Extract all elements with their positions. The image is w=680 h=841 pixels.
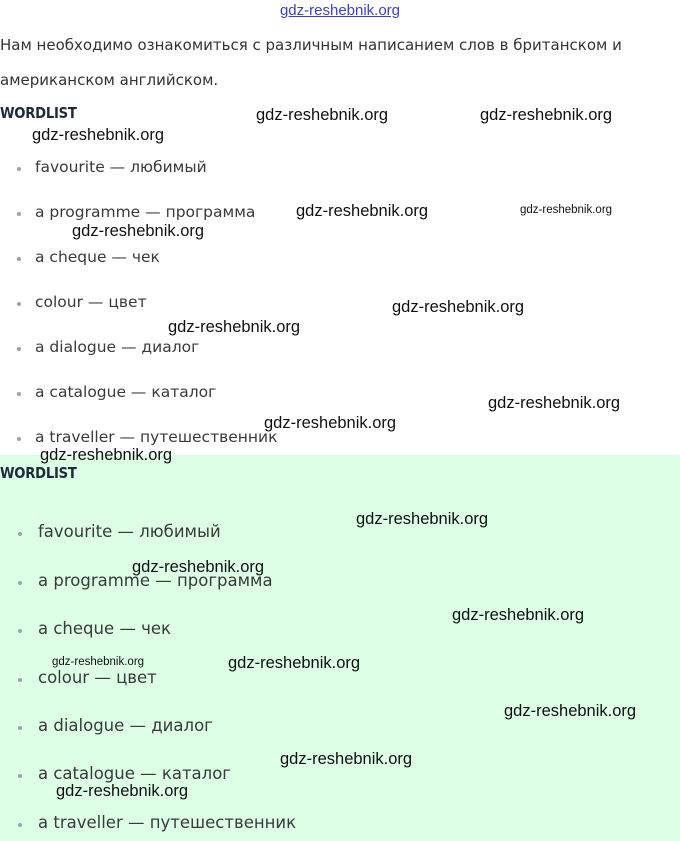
- bullet-icon: [18, 726, 22, 730]
- bullet-icon: [17, 347, 21, 351]
- watermark: gdz-reshebnik.org: [52, 656, 145, 668]
- watermark: gdz-reshebnik.org: [280, 750, 413, 768]
- watermark: gdz-reshebnik.org: [228, 654, 361, 672]
- watermark: gdz-reshebnik.org: [32, 126, 165, 144]
- watermark: gdz-reshebnik.org: [72, 222, 205, 240]
- watermark: gdz-reshebnik.org: [40, 446, 173, 464]
- watermark: gdz-reshebnik.org: [56, 782, 189, 800]
- bullet-icon: [18, 774, 22, 778]
- bullet-icon: [18, 629, 22, 633]
- wordlist-heading: WORDLIST: [0, 464, 77, 482]
- bullet-icon: [17, 167, 21, 171]
- site-header-link[interactable]: gdz-reshebnik.org: [279, 2, 401, 19]
- watermark: gdz-reshebnik.org: [392, 298, 525, 316]
- watermark: gdz-reshebnik.org: [296, 202, 429, 220]
- watermark: gdz-reshebnik.org: [168, 318, 301, 336]
- watermark: gdz-reshebnik.org: [504, 702, 637, 720]
- watermark: gdz-reshebnik.org: [356, 510, 489, 528]
- wordlist-heading: WORDLIST: [0, 104, 77, 122]
- bullet-icon: [17, 302, 21, 306]
- bullet-icon: [18, 823, 22, 827]
- watermark: gdz-reshebnik.org: [520, 204, 613, 216]
- watermark: gdz-reshebnik.org: [452, 606, 585, 624]
- bullet-icon: [17, 212, 21, 216]
- watermark: gdz-reshebnik.org: [132, 558, 265, 576]
- watermark: gdz-reshebnik.org: [264, 414, 397, 432]
- bullet-icon: [18, 678, 22, 682]
- bullet-icon: [17, 392, 21, 396]
- intro-paragraph: Нам необходимо ознакомиться с различным написанием слов в британском и американском английском.: [0, 36, 622, 89]
- watermark: gdz-reshebnik.org: [488, 394, 621, 412]
- bullet-icon: [18, 532, 22, 536]
- bullet-icon: [17, 257, 21, 261]
- watermark: gdz-reshebnik.org: [480, 106, 613, 124]
- bullet-icon: [17, 437, 21, 441]
- watermark: gdz-reshebnik.org: [256, 106, 389, 124]
- bullet-icon: [18, 581, 22, 585]
